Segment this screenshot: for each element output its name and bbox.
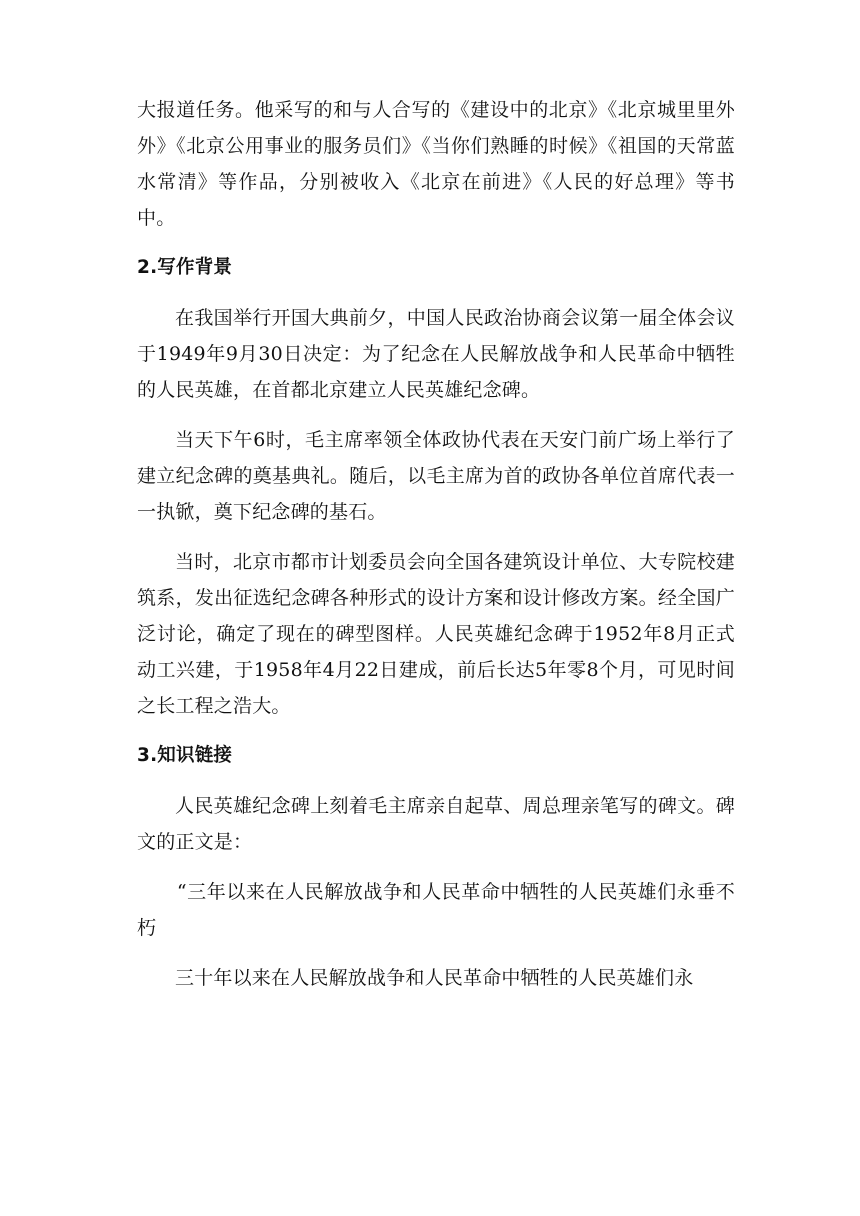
- section-heading-knowledge-link: 3.知识链接: [137, 745, 233, 766]
- section-heading-writing-background: 2.写作背景: [137, 257, 233, 278]
- background-paragraph-2: 当天下午6时，毛主席率领全体政协代表在天安门前广场上举行了建立纪念碑的奠基典礼。随后，以毛主席为首的政协各单位首席代表一一执锨，奠下纪念碑的基石。: [137, 429, 735, 523]
- inscription-line-1: “三年以来在人民解放战争和人民革命中牺牲的人民英雄们永垂不朽: [137, 881, 735, 939]
- intro-continuation-paragraph: 大报道任务。他采写的和与人合写的《建设中的北京》《北京城里里外外》《北京公用事业的服务员们》《当你们熟睡的时候》《祖国的天常蓝水常清》等作品，分别被收入《北京在前进》《人民的好总理》等书中。: [137, 99, 735, 229]
- knowledge-paragraph-1: 人民英雄纪念碑上刻着毛主席亲自起草、周总理亲笔写的碑文。碑文的正文是：: [137, 795, 735, 853]
- background-paragraph-1: 在我国举行开国大典前夕，中国人民政治协商会议第一届全体会议于1949年9月30日决定：为了纪念在人民解放战争和人民革命中牺牲的人民英雄，在首都北京建立人民英雄纪念碑。: [137, 307, 735, 401]
- inscription-line-2: 三十年以来在人民解放战争和人民革命中牺牲的人民英雄们永: [175, 967, 694, 989]
- background-paragraph-3: 当时，北京市都市计划委员会向全国各建筑设计单位、大专院校建筑系，发出征选纪念碑各种形式的设计方案和设计修改方案。经全国广泛讨论，确定了现在的碑型图样。人民英雄纪念碑于1952年8月正式动工兴建，于1958年4月22日建成，前后长达5年零8个月，可见时间之长工程之浩大。: [137, 551, 735, 717]
- document-body: [137, 92, 735, 1010]
